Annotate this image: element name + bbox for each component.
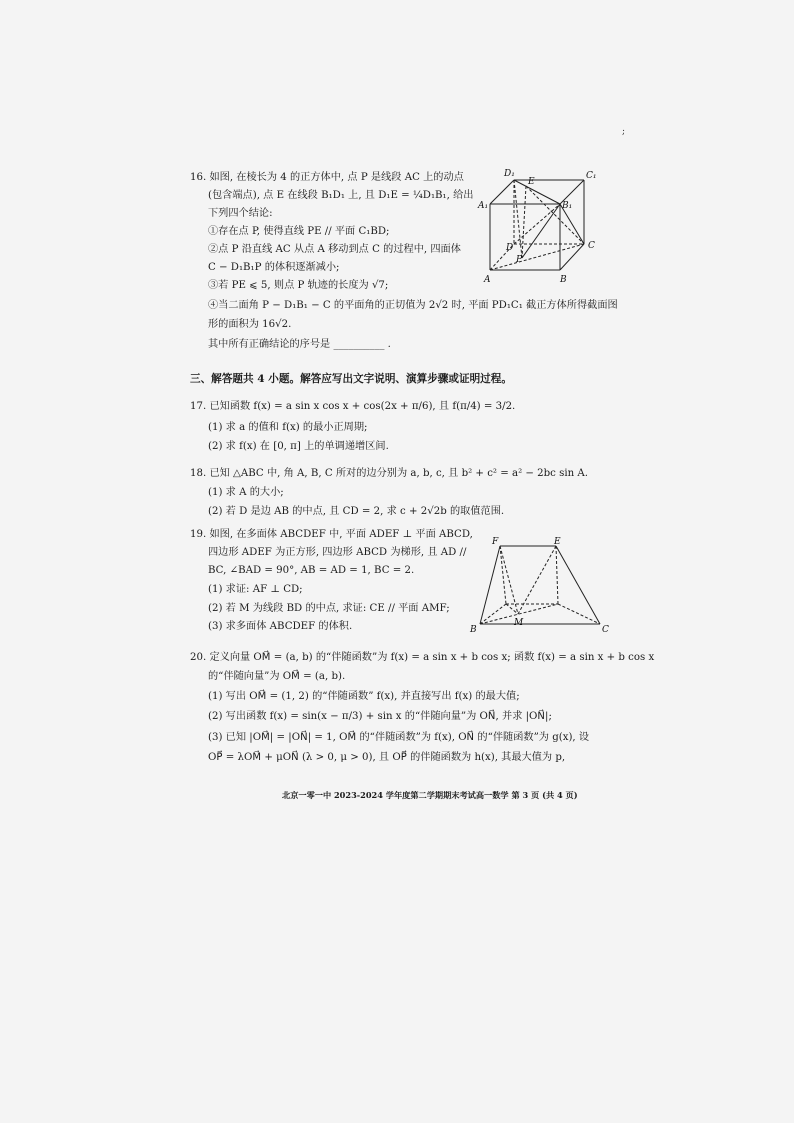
label-B: B [470,625,477,635]
q20-line: 的“伴随向量”为 OM⃗ = (a, b). [208,671,346,682]
q17-line: (1) 求 a 的值和 f(x) 的最小正周期; [208,422,368,433]
label-D1: D₁ [504,169,515,179]
q17-line: (2) 求 f(x) 在 [0, π] 上的单调递增区间. [208,441,389,452]
q20-line: (1) 写出 OM⃗ = (1, 2) 的“伴随函数” f(x), 并直接写出 f(x) 的最大值; [208,691,520,702]
label-C: C [602,625,609,635]
q20-line: (2) 写出函数 f(x) = sin(x − π/3) + sin x 的“伴随向量”为 ON⃗, 并求 |ON⃗|; [208,711,552,722]
label-P: P [516,255,523,265]
cube-figure [476,162,606,290]
q19-line: BC, ∠BAD = 90°, AB = AD = 1, BC = 2. [208,565,415,576]
q19-line: (3) 求多面体 ABCDEF 的体积. [208,621,353,632]
page-footer: 北京一零一中 2023-2024 学年度第二学期期末考试高一数学 第 3 页 (共 4 页) [282,790,578,800]
q16-line: 形的面积为 16√2. [208,319,292,330]
label-C1: C₁ [586,171,597,181]
label-B1: B₁ [562,201,573,211]
q16-line: ②点 P 沿直线 AC 从点 A 移动到点 C 的过程中, 四面体 [208,244,461,255]
label-C: C [588,241,595,251]
label-A: A [484,275,491,285]
q19-line: (1) 求证: AF ⊥ CD; [208,584,303,595]
q16-line: C − D₁B₁P 的体积逐渐减小; [208,262,340,273]
section-heading: 三、解答题共 4 小题。解答应写出文字说明、演算步骤或证明过程。 [190,373,512,385]
q16-line: (包含端点), 点 E 在线段 B₁D₁ 上, 且 D₁E = ¼D₁B₁, 给出 [208,190,474,201]
corner-mark: ; [622,127,626,137]
label-D: D [506,243,514,253]
label-A1: A₁ [478,201,489,211]
q16-line: ④当二面角 P − D₁B₁ − C 的平面角的正切值为 2√2 时, 平面 PD₁C₁ 截正方体所得截面图 [208,300,618,311]
label-E: E [528,177,535,187]
q20-line: 20. 定义向量 OM⃗ = (a, b) 的“伴随函数”为 f(x) = a sin x + b cos x; 函数 f(x) = a sin x + b cos x [190,652,655,663]
q19-line: (2) 若 M 为线段 BD 的中点, 求证: CE // 平面 AMF; [208,603,450,614]
label-F: F [492,537,499,547]
q16-line: ①存在点 P, 使得直线 PE // 平面 C₁BD; [208,226,390,237]
label-M: M [514,618,524,628]
q16-line: 其中所有正确结论的序号是 __________ . [208,339,391,350]
label-B: B [560,275,567,285]
polyhedron-figure [466,532,616,636]
q16-line: 16. 如图, 在棱长为 4 的正方体中, 点 P 是线段 AC 上的动点 [190,172,464,183]
q18-line: (2) 若 D 是边 AB 的中点, 且 CD = 2, 求 c + 2√2b 的取值范围. [208,506,505,517]
q18-line: 18. 已知 △ABC 中, 角 A, B, C 所对的边分别为 a, b, c, 且 b² + c² = a² − 2bc sin A. [190,468,588,479]
q16-line: 下列四个结论: [208,208,273,219]
q20-line: (3) 已知 |OM⃗| = |ON⃗| = 1, OM⃗ 的“伴随函数”为 f(x), ON⃗ 的“伴随函数”为 g(x), 设 [208,732,590,743]
q18-line: (1) 求 A 的大小; [208,487,284,498]
label-E: E [554,537,561,547]
q17-line: 17. 已知函数 f(x) = a sin x cos x + cos(2x + π/6), 且 f(π/4) = 3/2. [190,401,516,412]
q16-line: ③若 PE ⩽ 5, 则点 P 轨迹的长度为 √7; [208,280,389,291]
q19-line: 四边形 ADEF 为正方形, 四边形 ABCD 为梯形, 且 AD // [208,547,467,558]
q19-line: 19. 如图, 在多面体 ABCDEF 中, 平面 ADEF ⊥ 平面 ABCD, [190,529,473,540]
q20-line: OP⃗ = λOM⃗ + μON⃗ (λ > 0, μ > 0), 且 OP⃗ 的伴随函数为 h(x), 其最大值为 p, [208,752,566,763]
